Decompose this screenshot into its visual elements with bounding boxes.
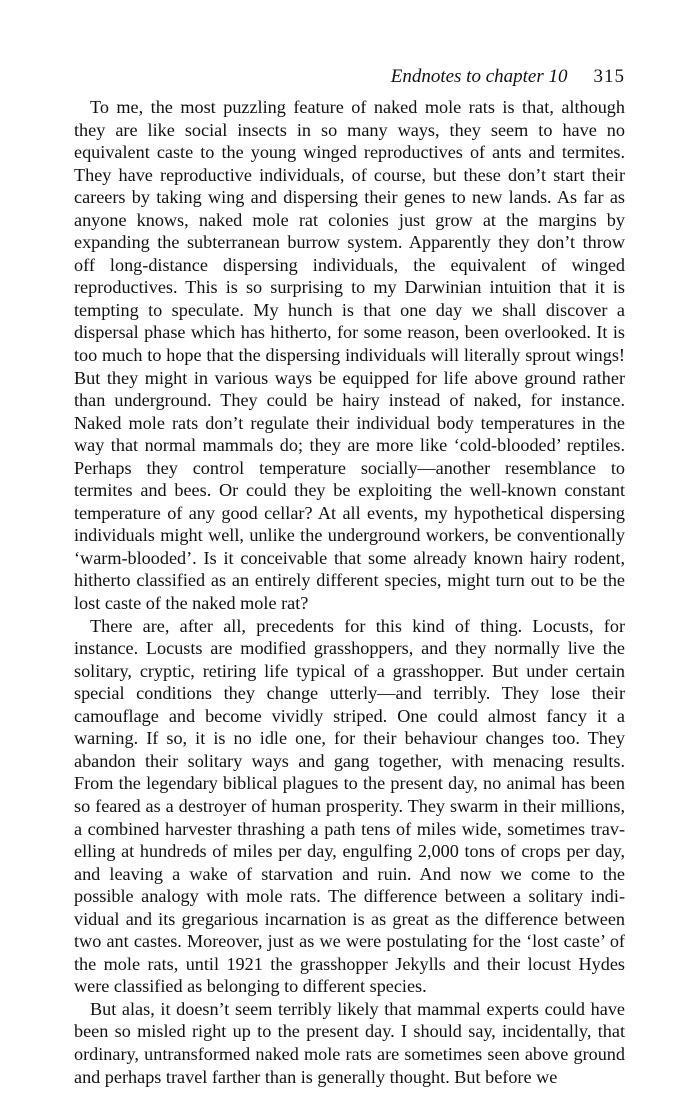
paragraph: To me, the most puzzling feature of naked mole rats is that, although they are like social insects in so many ways, they seem to have no equivalent caste to the young winged reproductives of ants and termites. They have reproductive individuals, of course, but these don’t start their careers by taking wing and dispersing their genes to new lands. As far as anyone knows, naked mole rat colonies just grow at the margins by expanding the subterranean burrow system. Apparently they don’t throw off long-distance dispersing individuals, the equivalent of winged reproductives. This is so surprising to my Darwinian intuition that it is tempting to speculate. My hunch is that one day we shall discover a dispersal phase which has hitherto, for some reason, been overlooked. It is too much to hope that the dispersing individuals will literally sprout wings! But they might in various ways be equipped for life above ground rather than underground. They could be hairy instead of naked, for instance. Naked mole rats don’t regulate their individual body temperatures in the way that normal mammals do; they are more like ‘cold-blooded’ reptiles. Perhaps they control temperature socially—another resemblance to termites and bees. Or could they be exploiting the well-known constant temperature of any good cellar? At all events, my hypothetical dispersing individuals might well, unlike the underground workers, be conventionally ‘warm-blooded’. Is it conceivable that some already known hairy rodent, hitherto classified as an entirely different species, might turn out to be the lost caste of the naked mole rat? <box>74 97 625 614</box>
page-number: 315 <box>593 66 625 87</box>
body-text <box>74 96 625 1088</box>
running-head: Endnotes to chapter 10 <box>390 66 568 87</box>
page-header <box>74 66 625 88</box>
paragraph: There are, after all, precedents for this kind of thing. Locusts, for instance. Locusts are modified grasshoppers, and they normally live the solitary, cryptic, retiring life typical of a grasshopper. But under certain special conditions they change utterly—and terribly. They lose their camouflage and become vividly striped. One could almost fancy it a warning. If so, it is no idle one, for their behaviour changes too. They abandon their solitary ways and gang together, with menacing results. From the legendary biblical plagues to the present day, no animal has been so feared as a destroyer of human prosperity. They swarm in their millions, a combined harvester thrashing a path tens of miles wide, sometimes travelling at hundreds of miles per day, engulfing 2,000 tons of crops per day, and leaving a wake of starvation and ruin. And now we come to the possible analogy with mole rats. The difference between a solitary individual and its gregarious incarnation is as great as the difference between two ant castes. Moreover, just as we were postulating for the ‘lost caste’ of the mole rats, until 1921 the grasshopper Jekylls and their locust Hydes were classified as belonging to different species. <box>74 615 625 997</box>
paragraph: But alas, it doesn’t seem terribly likely that mammal experts could have been so misled right up to the present day. I should say, incidentally, that ordinary, untransformed naked mole rats are sometimes seen above ground and perhaps travel farther than is generally thought. But before we <box>74 998 625 1087</box>
